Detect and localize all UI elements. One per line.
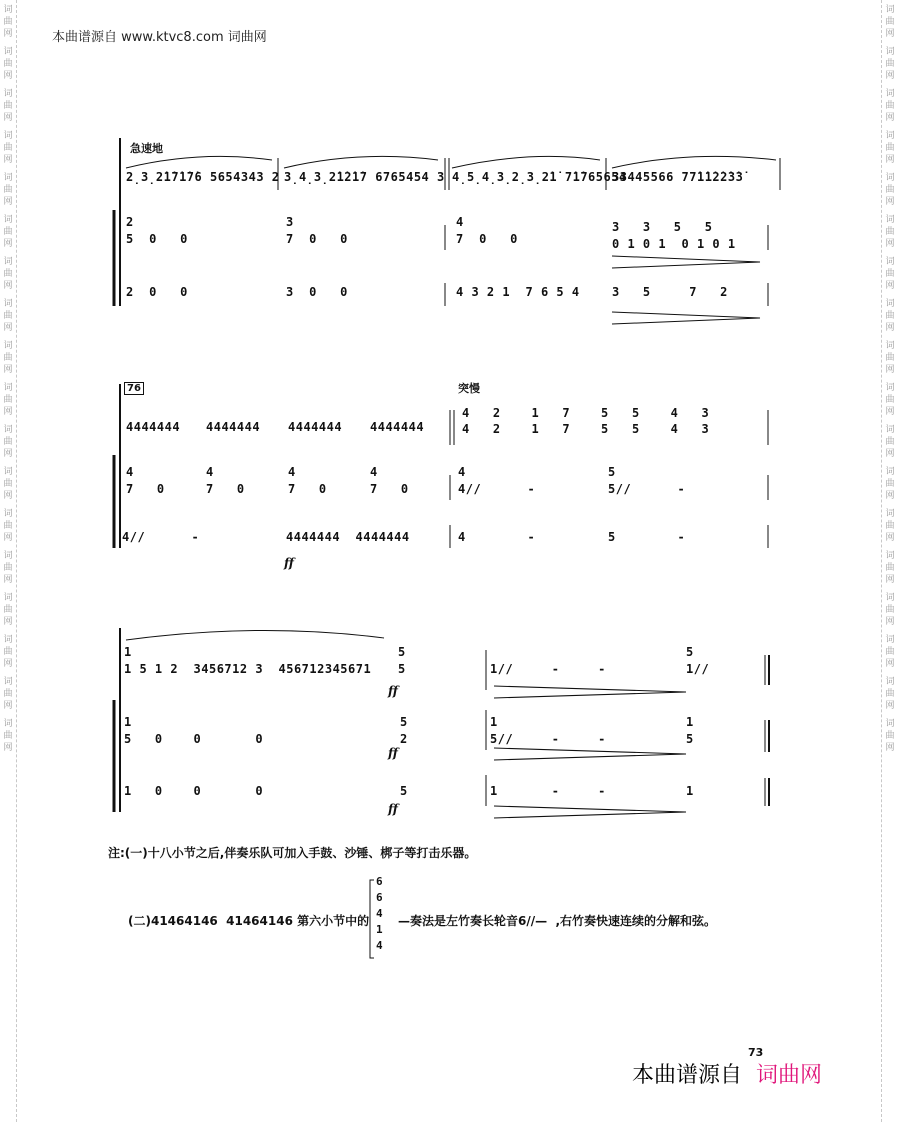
- melody-measure: 4444444: [206, 420, 261, 434]
- tempo-marking: 突慢: [458, 382, 480, 395]
- bass-measure: 5 -: [608, 530, 686, 544]
- melody-measure: 1// - -: [490, 662, 606, 676]
- bass-measure: 4 3 2 1 7 6 5 4: [456, 285, 580, 299]
- side-mark: 词曲网: [3, 173, 13, 207]
- middle-measure: 1 5// - -: [490, 715, 606, 746]
- side-mark: 词曲网: [885, 719, 895, 753]
- side-mark: 词曲网: [885, 677, 895, 711]
- middle-measure: 3 3 5 5 0 1 0 1 0 1 0 1: [612, 220, 736, 251]
- side-mark: 词曲网: [3, 131, 13, 165]
- middle-measure: 1 5: [686, 715, 694, 746]
- bass-measure: 1 - -: [490, 784, 606, 798]
- side-mark: 词曲网: [885, 131, 895, 165]
- side-mark: 词曲网: [885, 593, 895, 627]
- side-mark: 词曲网: [3, 5, 13, 39]
- middle-measure: 2 5 0 0: [126, 215, 188, 246]
- dynamic-marking: ff: [388, 746, 398, 760]
- melody-measure: 33445566 77̇1̇1̇2̇2̇3̇3̇: [612, 170, 744, 184]
- middle-measure: 4 7 0: [288, 465, 327, 496]
- melody-measure: 4444444: [288, 420, 343, 434]
- side-mark: 词曲网: [885, 551, 895, 585]
- side-mark: 词曲网: [885, 299, 895, 333]
- melody-measure: 3̣4̣3̣2̇1̇2̇1̇7 6765454 3: [284, 170, 445, 184]
- dynamic-marking: ff: [284, 556, 294, 570]
- bass-measure: 1 0 0 0: [124, 784, 264, 798]
- footer-brand-right: 词曲网: [756, 1063, 823, 1088]
- bass-measure: 4// -: [122, 530, 200, 544]
- side-mark: 词曲网: [885, 635, 895, 669]
- side-mark: 词曲网: [3, 551, 13, 585]
- side-mark: 词曲网: [3, 89, 13, 123]
- middle-measure: 4 7 0: [206, 465, 245, 496]
- melody-measure: 4̣5̣4̣3̣2̣3̣2̇1̇ 7̇1̇765654: [452, 170, 627, 184]
- middle-measure: 5 5// -: [608, 465, 686, 496]
- middle-measure: 4 4// -: [458, 465, 536, 496]
- middle-measure: 4 7 0 0: [456, 215, 518, 246]
- side-mark: 词曲网: [885, 341, 895, 375]
- dynamic-marking: ff: [388, 802, 398, 816]
- middle-measure: 3 7 0 0: [286, 215, 348, 246]
- melody-measure: 2̣3̣2̇1̇7̇1̇7̇6 5654343 2: [126, 170, 280, 184]
- page-number: 73: [748, 1046, 764, 1059]
- melody-measure: 5 1//: [686, 645, 710, 676]
- middle-measure: 5 2: [400, 715, 408, 746]
- melody-measure: 4 2 1 7 5 5 4 3: [462, 406, 710, 420]
- bass-measure: 3 5 7 2: [612, 285, 728, 299]
- side-mark: 词曲网: [885, 509, 895, 543]
- middle-measure: 4 7 0: [370, 465, 409, 496]
- side-mark: 词曲网: [3, 257, 13, 291]
- side-mark: 词曲网: [885, 89, 895, 123]
- melody-measure: 4444444: [126, 420, 181, 434]
- bass-measure: 1: [686, 784, 694, 798]
- rehearsal-mark: 76: [124, 382, 144, 395]
- side-mark: 词曲网: [3, 635, 13, 669]
- side-mark: 词曲网: [3, 341, 13, 375]
- side-mark: 词曲网: [3, 509, 13, 543]
- middle-measure: 1 5 0 0 0: [124, 715, 264, 746]
- bass-measure: 4 -: [458, 530, 536, 544]
- side-mark: 词曲网: [3, 593, 13, 627]
- tempo-marking: 急速地: [130, 142, 163, 155]
- side-mark: 词曲网: [3, 47, 13, 81]
- side-mark: 词曲网: [3, 425, 13, 459]
- performance-note-1: 注:(一)十八小节之后,伴奏乐队可加入手鼓、沙锤、梆子等打击乐器。: [108, 846, 477, 860]
- side-mark: 词曲网: [885, 425, 895, 459]
- melody-measure: 4444444: [370, 420, 425, 434]
- side-mark: 词曲网: [885, 467, 895, 501]
- side-mark: 词曲网: [3, 719, 13, 753]
- performance-note-2-prefix: (二)41464146 41464146 第六小节中的: [128, 914, 370, 928]
- bass-measure: 2 0 0: [126, 285, 188, 299]
- melody-measure: 5 5: [398, 645, 406, 676]
- chord-stack: 6 6 4 1 4: [376, 875, 384, 952]
- side-mark: 词曲网: [885, 257, 895, 291]
- side-mark: 词曲网: [3, 383, 13, 417]
- side-mark: 词曲网: [885, 47, 895, 81]
- side-mark: 词曲网: [3, 299, 13, 333]
- side-mark: 词曲网: [885, 173, 895, 207]
- performance-note-2-suffix: —奏法是左竹奏长轮音6//— ,右竹奏快速连续的分解和弦。: [398, 914, 717, 928]
- side-mark: 词曲网: [885, 215, 895, 249]
- bass-measure: 5: [400, 784, 408, 798]
- bass-measure: 4444444 4444444: [286, 530, 410, 544]
- side-mark: 词曲网: [885, 5, 895, 39]
- middle-measure: 4 7 0: [126, 465, 165, 496]
- melody-measure: 1 1 5 1 2 3456712 3 456712345671: [124, 645, 372, 676]
- side-mark: 词曲网: [885, 383, 895, 417]
- side-mark: 词曲网: [3, 215, 13, 249]
- dynamic-marking: ff: [388, 684, 398, 698]
- footer-brand: [632, 1058, 822, 1089]
- bass-measure: 3 0 0: [286, 285, 348, 299]
- side-mark: 词曲网: [3, 467, 13, 501]
- melody-measure: 4 2 1 7 5 5 4 3: [462, 422, 710, 436]
- side-mark: 词曲网: [3, 677, 13, 711]
- footer-brand-left: 本曲谱源自: [632, 1063, 743, 1088]
- page-header: 本曲谱源自 www.ktvc8.com 词曲网: [52, 30, 267, 45]
